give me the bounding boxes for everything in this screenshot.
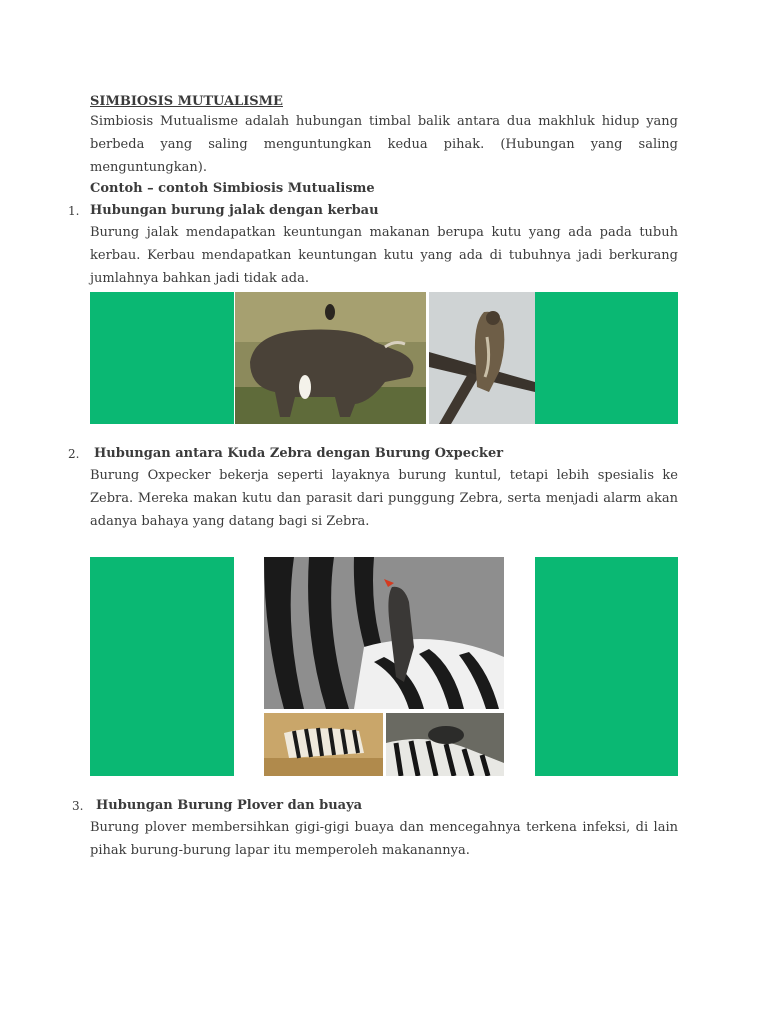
item-2-heading: Hubungan antara Kuda Zebra dengan Burung Oxpecker: [94, 446, 504, 461]
item-1-body: Burung jalak mendapatkan keuntungan makanan berupa kutu yang ada pada tubuh kerbau. Kerbau mendapatkan keuntungan kutu yang ada di tubuhnya jadi berkurang jumlahnya bahkan jadi tidak ada.: [90, 225, 678, 286]
bird-on-branch-photo: [429, 292, 535, 424]
item-3-heading: Hubungan Burung Plover dan buaya: [96, 798, 363, 813]
green-block-left-2: [90, 557, 234, 776]
examples-heading: Contoh – contoh Simbiosis Mutualisme: [90, 181, 375, 196]
buffalo-egret-photo: [235, 292, 426, 424]
doc-title: SIMBIOSIS MUTUALISME: [90, 94, 283, 109]
item-3-number: 3.: [72, 799, 84, 813]
intro-paragraph: Simbiosis Mutualisme adalah hubungan timbal balik antara dua makhluk hidup yang berbeda yang saling menguntungkan kedua pihak. (Hubungan yang saling menguntungkan).: [90, 114, 678, 175]
item-1-number: 1.: [68, 204, 80, 218]
item-3-body: Burung plover membersihkan gigi-gigi buaya dan mencegahnya terkena infeksi, di lain pihak burung-burung lapar itu memperoleh makanannya.: [90, 820, 678, 858]
green-block-left-1: [90, 292, 234, 424]
green-block-right-1: [535, 292, 678, 424]
item-2-body: Burung Oxpecker bekerja seperti layaknya burung kuntul, tetapi lebih spesialis ke Zebra. Mereka makan kutu dan parasit dari punggung Zebra, serta menjadi alarm akan adanya bahaya yang datang bagi si Zebra.: [90, 468, 678, 529]
item-1-heading: Hubungan burung jalak dengan kerbau: [90, 203, 379, 218]
zebra-closeup-photo: [386, 713, 504, 776]
zebra-oxpecker-photo: [264, 557, 504, 709]
green-block-right-2: [535, 557, 678, 776]
zebra-herd-photo: [264, 713, 383, 776]
item-2-number: 2.: [68, 447, 80, 461]
